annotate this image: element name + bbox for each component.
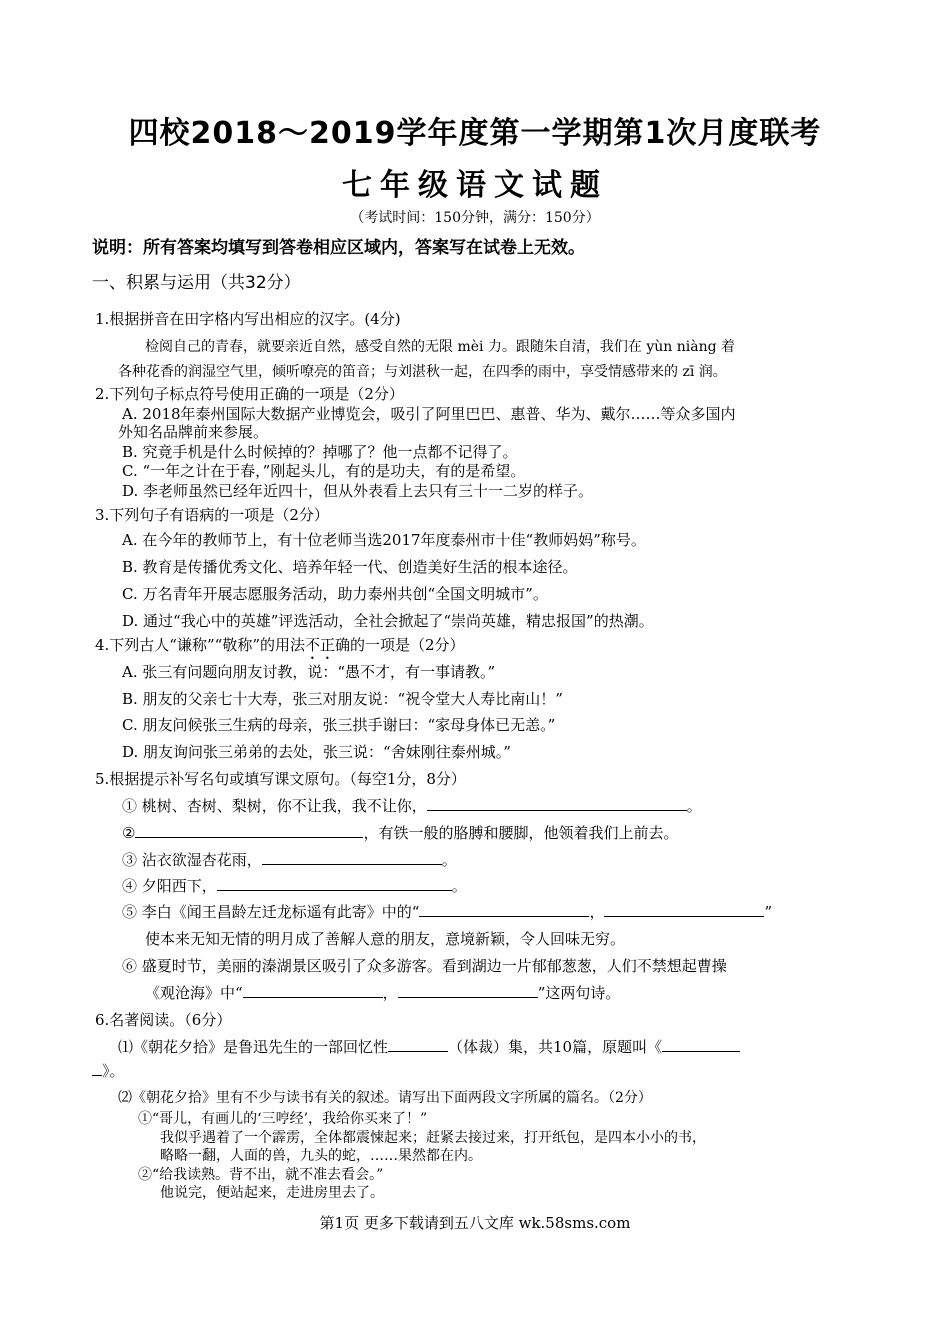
q5-item-1-text: ① 桃树、杏树、梨树，你不让我，我不让你， bbox=[122, 797, 427, 815]
q5-item-3-text: ③ 沾衣欲湿杏花雨， bbox=[122, 851, 262, 869]
q5-item-6-comma: ， bbox=[382, 984, 398, 1002]
q6-stem: 6.名著阅读。（6分） bbox=[95, 1011, 232, 1029]
instruction-note: 说明：所有答案均填写到答卷相应区域内，答案写在试卷上无效。 bbox=[92, 238, 585, 258]
q5-item-6-line2 bbox=[145, 982, 620, 1003]
exam-title: 四校2018～2019学年度第一学期第1次月度联考 bbox=[128, 116, 822, 151]
q4-stem bbox=[95, 634, 465, 663]
q6-excerpt-2-line1: ②“给我读熟。背不出，就不准去看会。” bbox=[138, 1167, 384, 1183]
q4-stem-post: 确的一项是（2分） bbox=[335, 636, 465, 654]
q3-option-a: A. 在今年的教师节上，有十位老师当选2017年度泰州市十佳“教师妈妈”称号。 bbox=[122, 531, 646, 549]
answer-blank[interactable] bbox=[388, 1037, 448, 1052]
answer-blank[interactable] bbox=[427, 796, 687, 811]
q6-part-1-mid: （体裁）集，共10篇，原题叫《 bbox=[448, 1038, 663, 1056]
q5-item-5-comma: ， bbox=[589, 903, 605, 921]
q6-part-1-text: ⑴《朝花夕拾》是鲁迅先生的一部回忆性 bbox=[118, 1038, 389, 1056]
q5-item-4-text: ④ 夕阳西下， bbox=[122, 877, 217, 895]
q4-stem-emphasis: 不正 bbox=[305, 636, 336, 654]
q5-item-1-end: 。 bbox=[686, 797, 702, 815]
q5-item-6-text: 《观沧海》中“ bbox=[145, 984, 243, 1002]
q5-item-1 bbox=[122, 795, 702, 816]
q6-part-1 bbox=[118, 1036, 740, 1057]
q5-item-2 bbox=[122, 822, 678, 843]
answer-blank[interactable] bbox=[135, 823, 363, 838]
q2-option-a-cont: 外知名品牌前来参展。 bbox=[118, 423, 269, 441]
q5-item-6-end: ”这两句诗。 bbox=[537, 984, 621, 1002]
q3-option-c: C. 万名青年开展志愿服务活动，助力泰州共创“全国文明城市”。 bbox=[122, 585, 548, 603]
q2-stem: 2.下列句子标点符号使用正确的一项是（2分） bbox=[95, 385, 404, 403]
answer-blank[interactable] bbox=[398, 983, 538, 998]
q6-excerpt-1-line3: 略略一翻，人面的兽，九头的蛇，……果然都在内。 bbox=[160, 1148, 482, 1164]
q6-part-1-end: 》。 bbox=[102, 1062, 125, 1080]
answer-blank[interactable] bbox=[419, 902, 589, 917]
q5-item-2-text: ，有铁一般的胳膊和腰脚，他领着我们上前去。 bbox=[363, 824, 679, 842]
q5-item-4 bbox=[122, 875, 467, 896]
q4-option-b: B. 朋友的父亲七十大寿，张三对朋友说：“祝令堂大人寿比南山！” bbox=[122, 690, 563, 708]
q5-item-5-text: ⑤ 李白《闻王昌龄左迁龙标遥有此寄》中的“ bbox=[122, 903, 420, 921]
q6-part-1-cont bbox=[92, 1060, 125, 1081]
q5-stem: 5.根据提示补写名句或填写课文原句。（每空1分，8分） bbox=[95, 770, 466, 788]
q2-option-a: A. 2018年泰州国际大数据产业博览会，吸引了阿里巴巴、惠普、华为、戴尔……等众多国内 bbox=[122, 405, 736, 423]
q2-option-b: B. 究竟手机是什么时候掉的？掉哪了？他一点都不记得了。 bbox=[122, 443, 518, 461]
q5-item-4-end: 。 bbox=[451, 877, 467, 895]
q5-item-3-end: 。 bbox=[441, 851, 457, 869]
q3-stem: 3.下列句子有语病的一项是（2分） bbox=[95, 506, 329, 524]
q4-option-c: C. 朋友问候张三生病的母亲，张三拱手谢曰：“家母身体已无恙。” bbox=[122, 716, 556, 734]
q5-item-5 bbox=[122, 901, 772, 922]
q1-text-line2: 各种花香的润湿空气里，倾听嘹亮的笛音；与刘湛秋一起，在四季的雨中，享受情感带来的 zī 润。 bbox=[118, 364, 727, 380]
page-footer: 第1页 更多下载请到五八文库 wk.58sms.com bbox=[319, 1214, 631, 1232]
q4-stem-pre: 4.下列古人“谦称”“敬称”的用法 bbox=[95, 636, 305, 654]
q6-excerpt-2-line2: 他说完，便站起来，走进房里去了。 bbox=[160, 1185, 384, 1201]
section-1-title: 一、积累与运用（共32分） bbox=[92, 273, 301, 293]
q6-excerpt-1-line2: 我似乎遇着了一个霹雳，全体都震悚起来；赶紧去接过来，打开纸包，是四本小小的书， bbox=[160, 1130, 706, 1146]
q5-item-6-line1: ⑥ 盛夏时节，美丽的溱湖景区吸引了众多游客。看到湖边一片郁郁葱葱，人们不禁想起曹操 bbox=[122, 957, 727, 975]
q4-option-d: D. 朋友询问张三弟弟的去处，张三说：“舍妹刚往泰州城。” bbox=[122, 743, 511, 761]
answer-blank[interactable] bbox=[604, 902, 764, 917]
q2-option-c: C. “一年之计在于春，”刚起头儿，有的是功夫，有的是希望。 bbox=[122, 462, 526, 480]
q5-item-3 bbox=[122, 849, 457, 870]
q1-stem: 1.根据拼音在田字格内写出相应的汉字。(4分) bbox=[95, 310, 401, 328]
q6-excerpt-1-line1: ①“哥儿，有画儿的‘三哼经’，我给你买来了！” bbox=[138, 1111, 428, 1127]
exam-subtitle: 七年级语文试题 bbox=[342, 168, 608, 203]
q3-option-d: D. 通过“我心中的英雄”评选活动，全社会掀起了“崇尚英雄，精忠报国”的热潮。 bbox=[122, 612, 654, 630]
q5-item-2-num: ② bbox=[122, 824, 136, 842]
q3-option-b: B. 教育是传播优秀文化、培养年轻一代、创造美好生活的根本途径。 bbox=[122, 558, 578, 576]
q6-part-2-stem: ⑵《朝花夕拾》里有不少与读书有关的叙述。请写出下面两段文字所属的篇名。（2分） bbox=[118, 1090, 652, 1106]
q5-item-5-line2: 使本来无知无情的明月成了善解人意的朋友，意境新颖，令人回味无穷。 bbox=[145, 930, 626, 948]
answer-blank[interactable] bbox=[217, 876, 452, 891]
exam-info: （考试时间：150分钟，满分：150分） bbox=[350, 210, 600, 226]
q1-text-line1: 检阅自己的青春，就要亲近自然，感受自然的无限 mèi 力。跟随朱自清，我们在 yùn niàng 着 bbox=[145, 339, 736, 355]
q2-option-d: D. 李老师虽然已经年近四十，但从外表看上去只有三十一二岁的样子。 bbox=[122, 482, 594, 500]
q5-item-5-end: ” bbox=[764, 903, 773, 921]
answer-blank[interactable] bbox=[262, 850, 442, 865]
answer-blank[interactable] bbox=[243, 983, 383, 998]
answer-blank[interactable] bbox=[92, 1061, 102, 1076]
answer-blank[interactable] bbox=[662, 1037, 740, 1052]
q4-option-a: A. 张三有问题向朋友讨教，说：“愚不才，有一事请教。” bbox=[122, 663, 496, 681]
